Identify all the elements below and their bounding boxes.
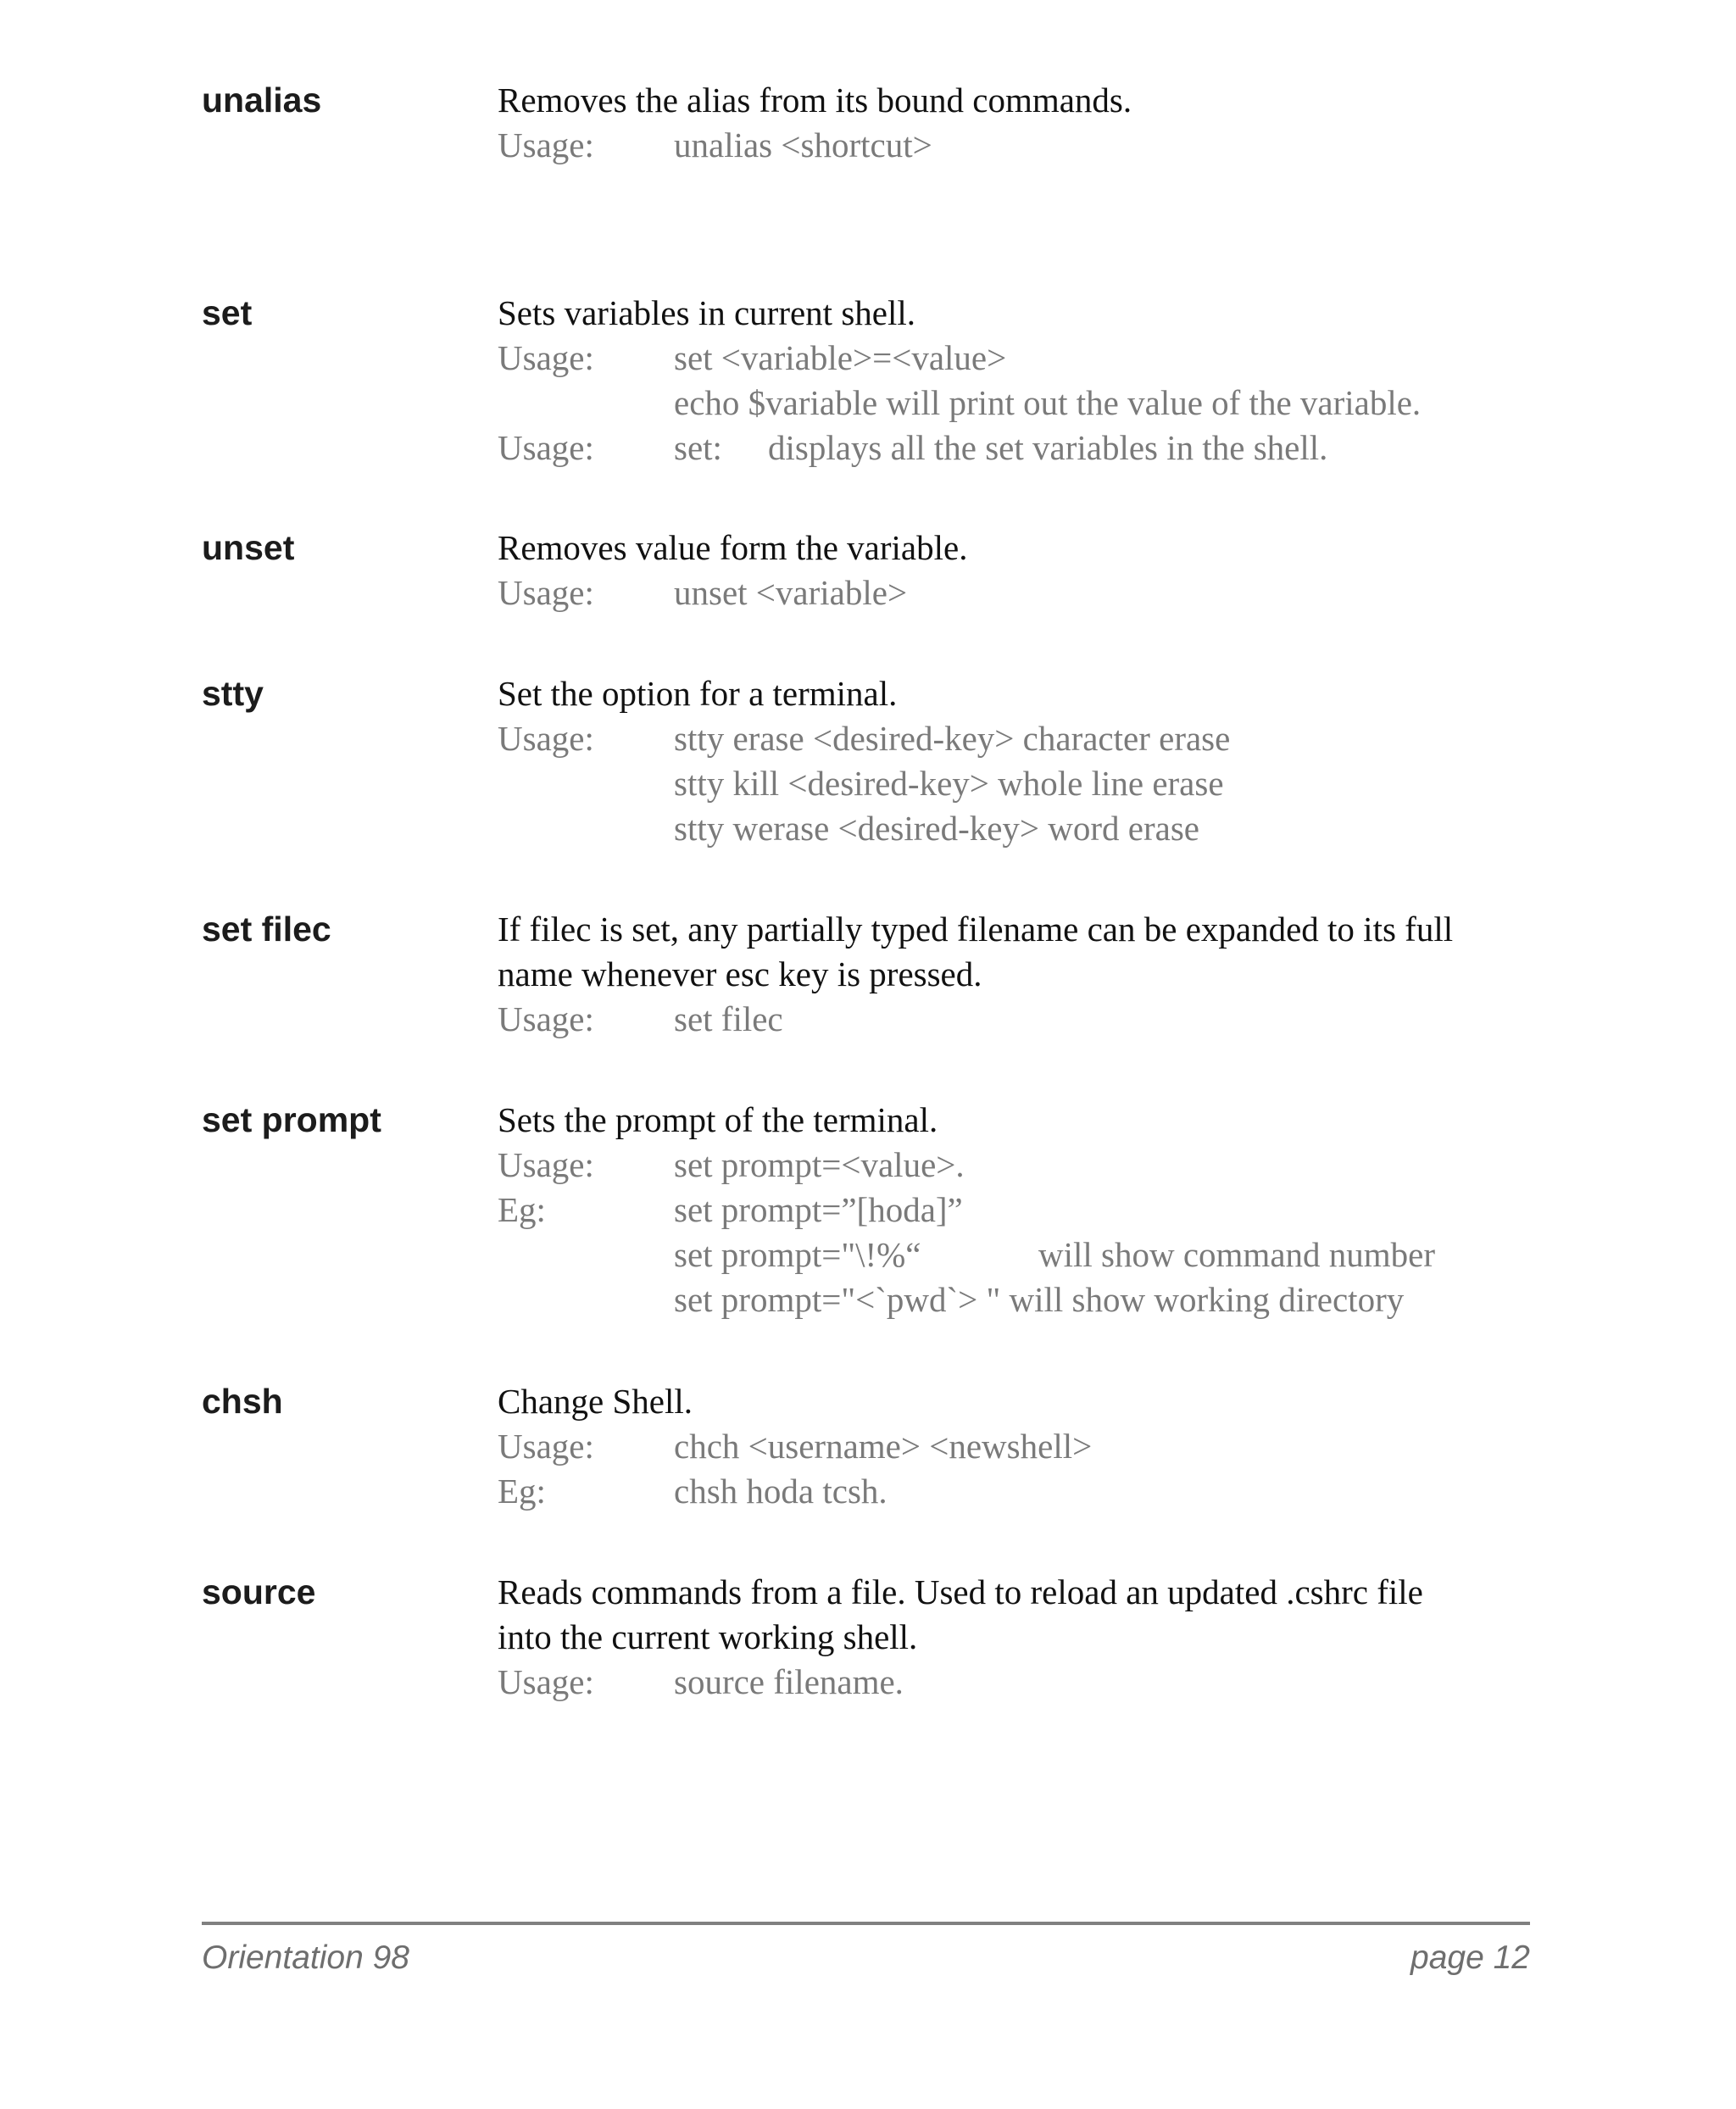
usage-label: Usage: [498, 999, 594, 1038]
command-name: set prompt [202, 1100, 381, 1139]
usage-value: chsh hoda tcsh. [674, 1472, 887, 1511]
usage-value: stty werase <desired-key> word erase [674, 809, 1200, 848]
usage-line [498, 1424, 1566, 1469]
usage-line [498, 806, 1566, 851]
usage-value: set filec [674, 999, 783, 1038]
usage-label: Usage: [498, 719, 594, 758]
footer-title: Orientation 98 [202, 1939, 409, 1976]
usage-value: unalias <shortcut> [674, 125, 932, 164]
example-label: Eg: [498, 1472, 546, 1511]
usage-line [498, 1143, 1566, 1188]
usage-line [498, 1188, 1566, 1233]
usage-label: Usage: [498, 1662, 594, 1701]
command-body [498, 291, 1566, 470]
command-body [498, 1570, 1566, 1705]
usage-label: Usage: [498, 338, 594, 377]
description-line: Removes value form the variable. [498, 528, 968, 567]
usage-label: Usage: [498, 125, 594, 164]
usage-value: unset <variable> [674, 573, 908, 612]
description-line: Set the option for a terminal. [498, 674, 898, 713]
command-body [498, 78, 1566, 168]
description-line: Removes the alias from its bound commands. [498, 81, 1132, 120]
command-body [498, 526, 1566, 615]
usage-value: set prompt="\!%“ [674, 1235, 921, 1274]
description-line: into the current working shell. [498, 1617, 918, 1656]
example-label: Eg: [498, 1190, 546, 1229]
usage-line [498, 1660, 1566, 1705]
usage-value: stty kill <desired-key> whole line erase [674, 764, 1224, 803]
command-name: unalias [202, 81, 322, 120]
usage-note: will show command number [1038, 1235, 1436, 1274]
command-name: unset [202, 528, 295, 567]
description-line: Sets variables in current shell. [498, 293, 916, 332]
usage-value: set prompt=<value>. [674, 1145, 965, 1184]
usage-value: chch <username> <newshell> [674, 1427, 1093, 1466]
usage-label: Usage: [498, 573, 594, 612]
description-line: Sets the prompt of the terminal. [498, 1100, 938, 1139]
usage-line [498, 997, 1566, 1042]
usage-line [498, 426, 1566, 470]
command-name: stty [202, 674, 264, 713]
usage-label: Usage: [498, 1427, 594, 1466]
page-number: page 12 [1410, 1939, 1530, 1976]
usage-line [498, 1233, 1566, 1277]
command-name: source [202, 1572, 316, 1611]
usage-line [498, 761, 1566, 806]
description-line: Reads commands from a file. Used to reload an updated .cshrc file [498, 1572, 1423, 1611]
usage-value: source filename. [674, 1662, 904, 1701]
description-line: If filec is set, any partially typed filename can be expanded to its full [498, 910, 1454, 949]
command-name: set [202, 293, 253, 332]
description-line: Change Shell. [498, 1382, 693, 1421]
usage-line [498, 570, 1566, 615]
usage-value: set prompt=”[hoda]” [674, 1190, 963, 1229]
usage-label: Usage: [498, 1145, 594, 1184]
usage-label: Usage: [498, 428, 594, 467]
usage-value: set: [674, 428, 722, 467]
usage-value: set <variable>=<value> [674, 338, 1007, 377]
footer-divider [202, 1922, 1530, 1925]
usage-line [498, 336, 1566, 381]
command-body [498, 1379, 1566, 1514]
usage-value: stty erase <desired-key> character erase [674, 719, 1231, 758]
command-name: chsh [202, 1382, 283, 1421]
usage-line [498, 1277, 1566, 1322]
command-body [498, 907, 1566, 1042]
usage-line [498, 716, 1566, 761]
command-body [498, 1098, 1566, 1322]
usage-value: echo $variable will print out the value of the variable. [674, 383, 1422, 422]
description-line: name whenever esc key is pressed. [498, 954, 982, 993]
usage-note: displays all the set variables in the shell. [768, 428, 1328, 467]
usage-line [498, 381, 1566, 426]
command-name: set filec [202, 910, 331, 949]
command-body [498, 671, 1566, 851]
usage-line [498, 1469, 1566, 1514]
usage-value: set prompt="<`pwd`> " will show working directory [674, 1280, 1405, 1319]
usage-line [498, 123, 1566, 168]
